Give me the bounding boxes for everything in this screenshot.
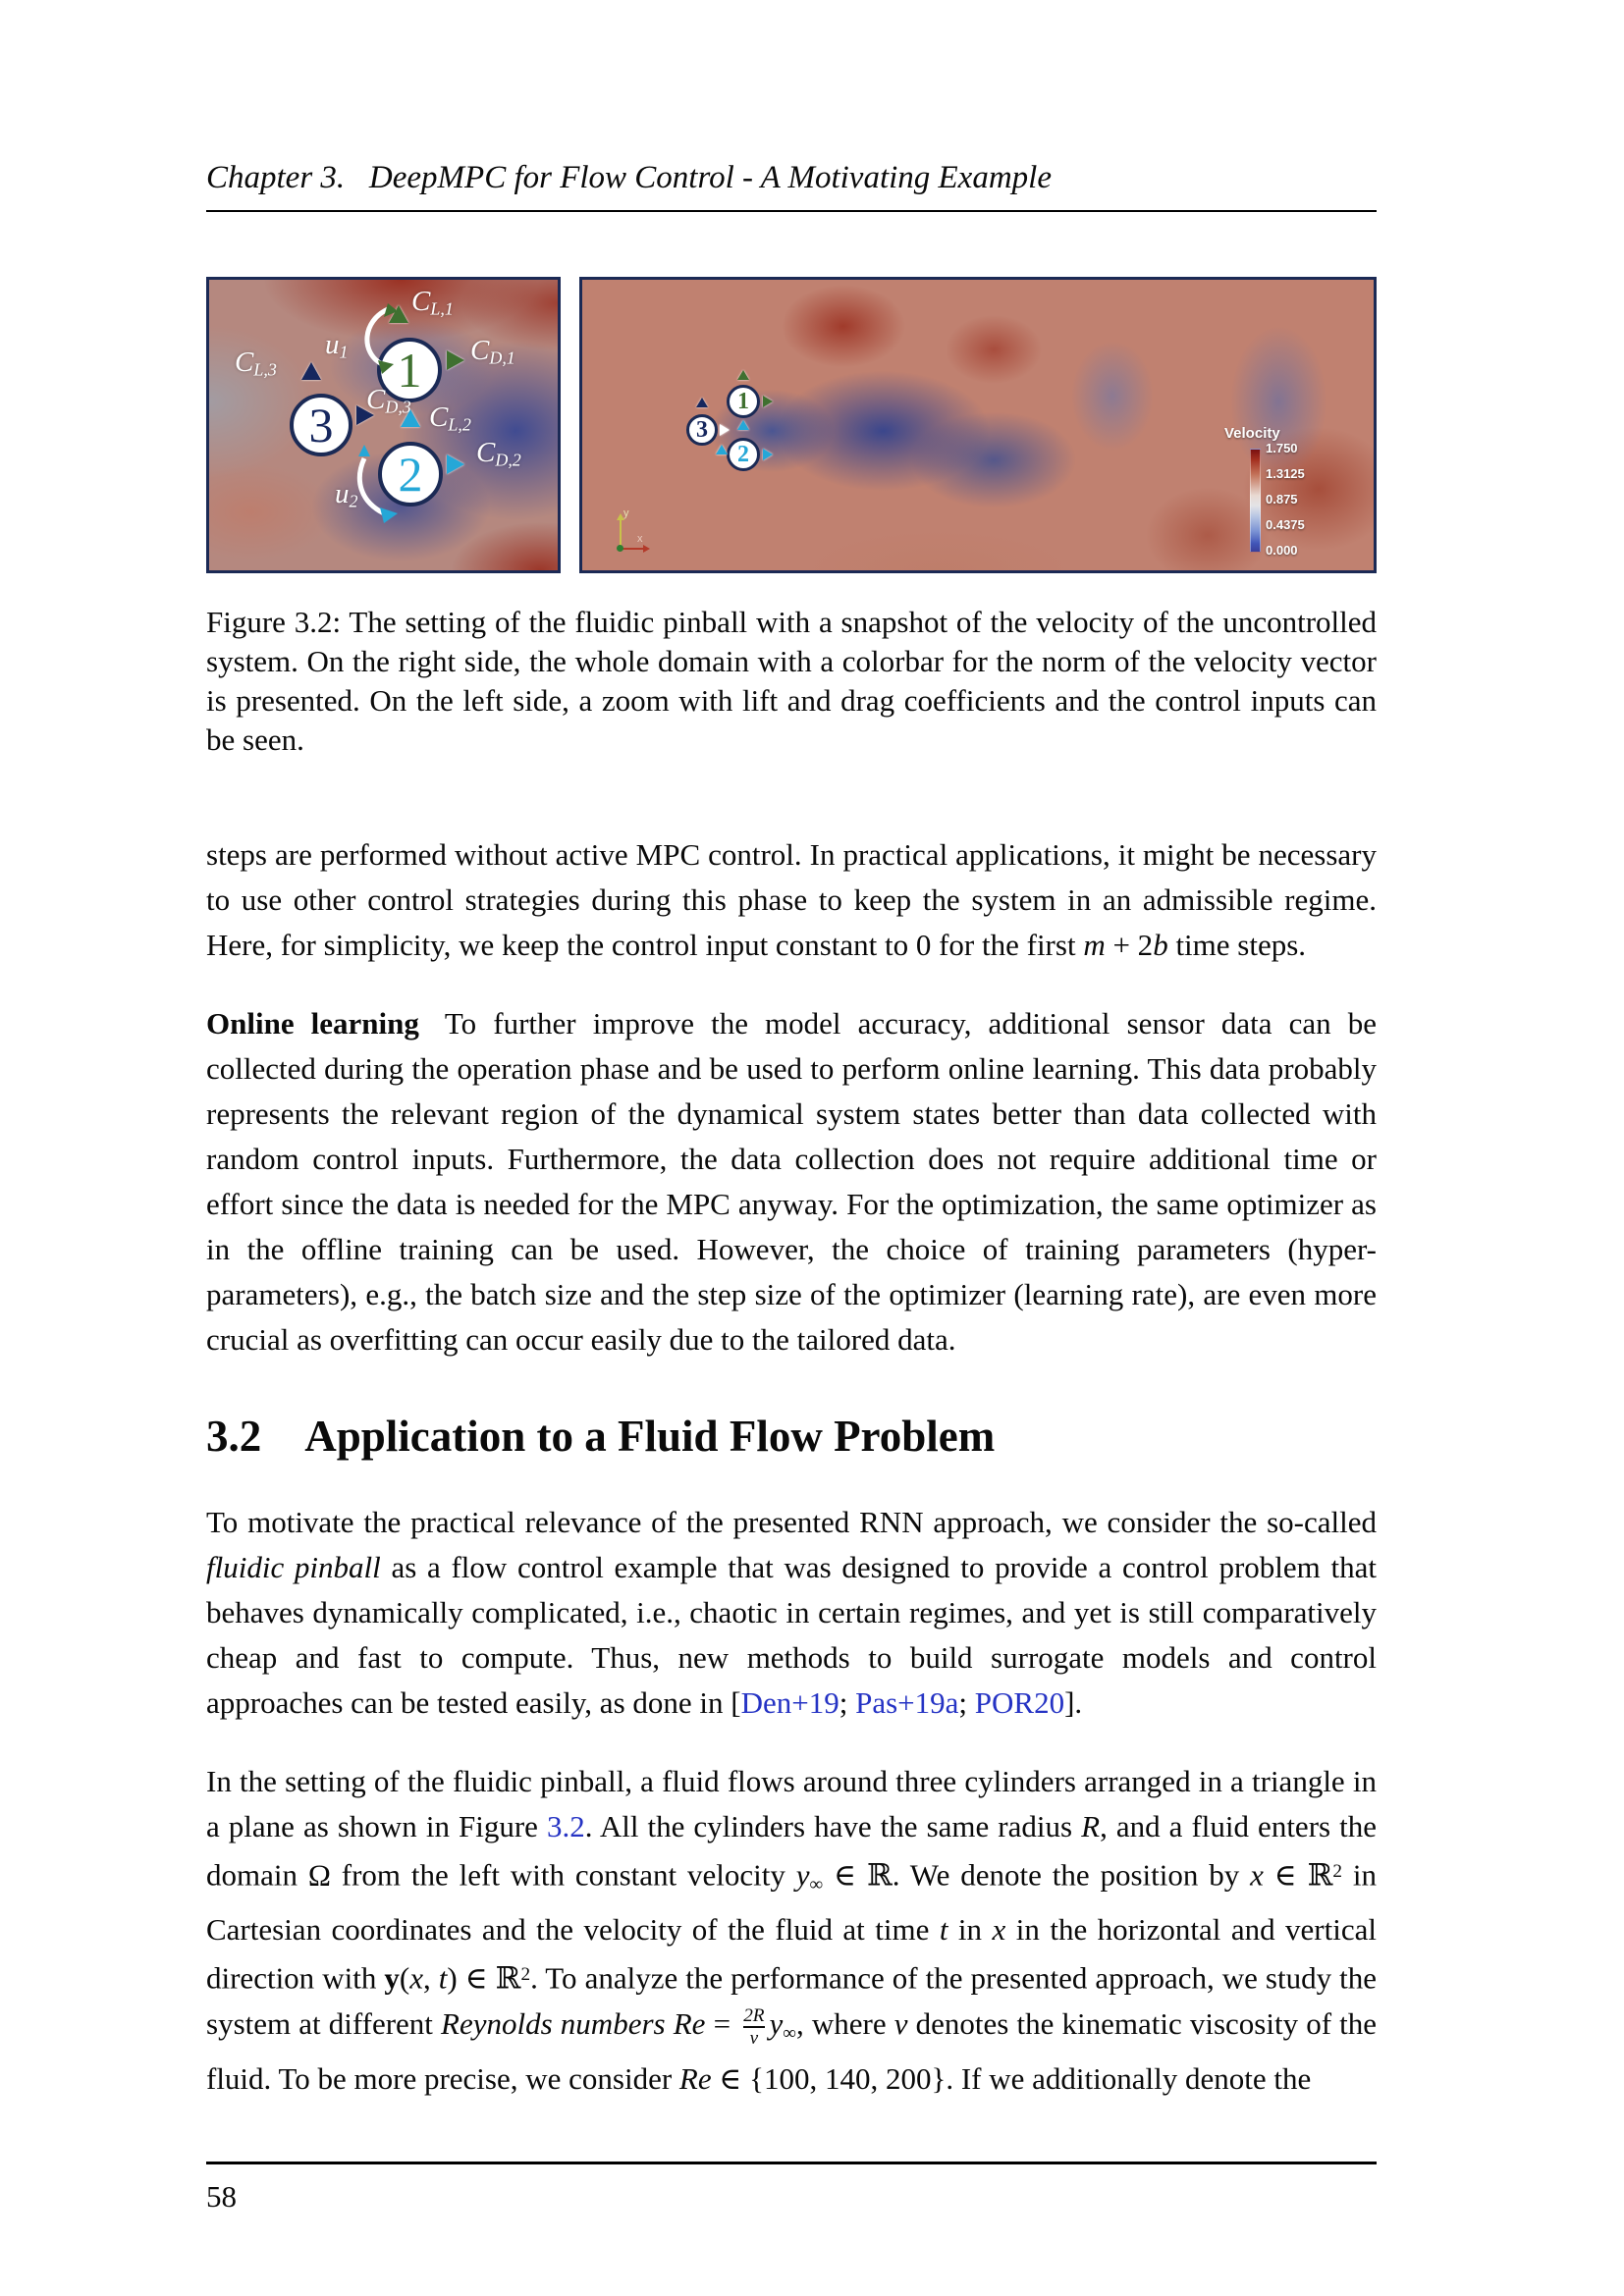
- content-column: [206, 160, 1377, 2102]
- text-run: ν: [893, 2005, 908, 2041]
- text-run: ∈ ℝ. We denote the position by: [823, 1857, 1251, 1893]
- text-run: To further improve the model accuracy, additional sensor data can be collected during the operation phase and be used to perform online learning. This data probably represents the relevant region of the dynamical system states better than data collected with random control inputs. Furthermore, the data collection does not require additional time or effort since the data is needed for the MPC anyway. For the optimization, the same optimizer as in the offline training can be used. However, the choice of training parameters (hyper-parameters), e.g., the batch size and the step size of the optimizer (learning rate), are even more crucial as overfitting can occur easily due to the tailored data.: [206, 1006, 1377, 1357]
- label-u1: [325, 331, 348, 360]
- text-run: in: [947, 1912, 993, 1948]
- text-run: C: [235, 347, 254, 378]
- text-run: ∞: [783, 2022, 796, 2044]
- text-run: D,1: [489, 347, 515, 368]
- text-run: R: [1081, 1808, 1101, 1843]
- colorbar-title: Velocity: [1224, 425, 1280, 442]
- section-number: 3.2: [206, 1412, 262, 1461]
- text-run: + 2: [1105, 928, 1154, 962]
- velocity-colorbar: [1218, 425, 1377, 568]
- text-run: y: [384, 1960, 400, 1996]
- text-run: , and a fluid enters the domain Ω from the left with constant velocity: [206, 1808, 1377, 1893]
- text-run: time steps.: [1167, 928, 1307, 962]
- cylinder-2-number: 2: [398, 447, 423, 502]
- text-run: u: [335, 478, 350, 509]
- drag-arrow-1-icon: [447, 350, 464, 370]
- axis-orientation-widget: [612, 507, 655, 559]
- text-run: Reynolds numbers: [441, 2005, 666, 2041]
- text-run: . All the cylinders have the same radius: [584, 1808, 1082, 1843]
- lift-arrow-3-small-icon: [696, 398, 708, 407]
- label-cl1: [411, 288, 454, 317]
- text-run: u: [325, 329, 340, 360]
- drag-arrow-3-small-icon: [720, 424, 730, 436]
- lift-arrow-3-icon: [301, 362, 321, 380]
- cylinder-1-small: [727, 385, 760, 418]
- text-run: ;: [958, 1684, 975, 1720]
- online-learning-run-in-heading: Online learning: [206, 1006, 419, 1041]
- drag-arrow-2-small-icon: [763, 449, 773, 460]
- text-run: =: [705, 2005, 739, 2041]
- control-u2-head-small-icon: [716, 445, 728, 454]
- paragraph-fluidic-pinball-setting: [206, 1759, 1377, 2102]
- label-cl3: [235, 348, 277, 378]
- text-run: steps are performed without active MPC control. In practical applications, it might be necessary to use other control strategies during this phase to keep the system in an admissible regime. Here, for simplicity, we keep the control input constant to 0 for the first: [206, 837, 1377, 962]
- text-run: In the setting of the fluidic pinball, a fluid flows around three cylinders arranged in a triangle in a plane as shown in Figure: [206, 1763, 1377, 1843]
- text-run: b: [1153, 928, 1168, 962]
- text-run: . To analyze the performance of the presented approach, we study the system at different: [206, 1960, 1377, 2041]
- section-title: Application to a Fluid Flow Problem: [304, 1412, 996, 1461]
- text-run: 2: [520, 1964, 531, 1986]
- x-axis-line: [621, 548, 644, 550]
- text-run: x: [992, 1912, 1006, 1948]
- colorbar-gradient: [1250, 449, 1261, 553]
- colorbar-tick-4: 0.4375: [1266, 517, 1305, 532]
- text-run: L,2: [448, 414, 471, 435]
- citation-den19[interactable]: Den+19: [740, 1684, 839, 1720]
- cylinder-3-small-number: 3: [696, 417, 708, 443]
- text-run: ;: [839, 1684, 856, 1720]
- text-run: ∈ ℝ: [1263, 1857, 1333, 1893]
- text-run: C: [470, 335, 490, 366]
- text-run: C: [429, 401, 449, 433]
- text-run: C: [411, 286, 431, 317]
- cylinder-3-number: 3: [308, 398, 334, 453]
- figure-caption: [206, 603, 1377, 760]
- paragraph-online-learning: [206, 1001, 1377, 1362]
- text-run: x: [409, 1960, 423, 1996]
- text-run: in Cartesian coordinates and the velocity of the fluid at time: [206, 1857, 1377, 1948]
- text-run: 2: [1332, 1860, 1342, 1882]
- figure-right-panel: [579, 277, 1377, 573]
- y-axis-label: y: [623, 507, 629, 519]
- text-run: ) ∈ ℝ: [447, 1960, 521, 1996]
- text-run: ,: [422, 1960, 439, 1996]
- text-run: Re: [678, 2060, 712, 2096]
- cylinder-1-number: 1: [397, 343, 422, 398]
- colorbar-tick-3: 0.875: [1266, 492, 1298, 507]
- footer-rule: [206, 2162, 1377, 2164]
- x-axis-label: x: [637, 533, 643, 545]
- label-cl2: [429, 403, 471, 433]
- text-run: To motivate the practical relevance of the presented RNN approach, we consider the so-called: [206, 1504, 1377, 1539]
- cylinder-1-small-number: 1: [737, 389, 749, 414]
- control-arrow-u2-icon: [349, 445, 400, 523]
- text-run: ∈ {100, 140, 200}. If we additionally denote the: [711, 2060, 1312, 2096]
- text-run: 2: [349, 491, 358, 511]
- control-arrow-u1-icon: [352, 301, 396, 374]
- text-run: L,3: [253, 359, 277, 380]
- text-run: fluidic pinball: [206, 1549, 381, 1584]
- text-run: Figure 3.2: The setting of the fluidic pinball with a snapshot of the velocity of the uncontrolled system. On the right side, the whole domain with a colorbar for the norm of the velocity vector is presented. On the left side, a zoom with lift and drag coefficients and the control inputs can be seen.: [206, 605, 1377, 757]
- text-run: 1: [339, 342, 349, 362]
- page-number: 58: [206, 2179, 237, 2214]
- text-run: t: [438, 1960, 448, 1996]
- origin-dot-icon: [617, 545, 623, 552]
- cylinder-3: [290, 394, 352, 456]
- text-run: m: [1083, 928, 1106, 962]
- text-run: D,2: [495, 450, 521, 470]
- text-run: in the horizontal and vertical direction with: [206, 1912, 1377, 1996]
- text-run: [666, 2006, 674, 2041]
- text-run: L,1: [430, 298, 454, 319]
- colorbar-tick-2: 1.3125: [1266, 466, 1305, 481]
- label-cd1: [470, 337, 515, 366]
- text-run: t: [939, 1912, 948, 1948]
- figure-3-2: [206, 277, 1377, 573]
- citation-por20[interactable]: POR20: [974, 1684, 1065, 1720]
- text-run: C: [366, 384, 386, 415]
- figure-left-panel: [206, 277, 561, 573]
- text-run: y: [795, 1857, 810, 1893]
- citation-pas19a[interactable]: Pas+19a: [855, 1684, 959, 1720]
- paragraph-mpc-steps: [206, 832, 1377, 968]
- text-run: x: [1250, 1857, 1264, 1893]
- text-run: y: [769, 2005, 784, 2041]
- text-run: C: [476, 437, 496, 468]
- section-heading: [206, 1412, 1377, 1463]
- text-run: as a flow control example that was designed to provide a control problem that behaves dynamically complicated, i.e., chaotic in certain regimes, and yet is still comparatively cheap and fast to compute. Thus, new methods to build surrogate models and control approaches can be tested easily, as done in [: [206, 1549, 1377, 1720]
- text-run: , where: [796, 2005, 894, 2041]
- colorbar-tick-max: 1.750: [1266, 441, 1298, 455]
- colorbar-tick-min: 0.000: [1266, 543, 1298, 558]
- x-axis-arrow-icon: [643, 545, 650, 553]
- cylinder-2-small: [727, 438, 760, 471]
- figure-3-2-reference[interactable]: 3.2: [547, 1808, 585, 1843]
- text-run: D,3: [385, 397, 411, 417]
- text-run: ∞: [809, 1874, 824, 1896]
- cylinder-2-small-number: 2: [737, 442, 749, 467]
- cylinder-3-small: [686, 414, 718, 446]
- label-cd3: [366, 386, 411, 415]
- running-header: Chapter 3. DeepMPC for Flow Control - A Motivating Example: [206, 160, 1377, 212]
- label-cd2: [476, 439, 521, 468]
- label-u2: [335, 480, 357, 509]
- lift-arrow-1-small-icon: [737, 370, 749, 380]
- paragraph-motivation: [206, 1500, 1377, 1726]
- text-run: ].: [1064, 1684, 1083, 1720]
- drag-arrow-1-small-icon: [763, 396, 773, 407]
- text-run: denotes the kinematic viscosity of the fluid. To be more precise, we consider: [206, 2005, 1378, 2096]
- drag-arrow-2-icon: [447, 454, 464, 474]
- inline-fraction: $\frac{2R}{\nu}$: [743, 2004, 765, 2050]
- text-run: (: [399, 1960, 410, 1996]
- text-run: Re: [673, 2005, 706, 2041]
- lift-arrow-2-small-icon: [737, 420, 749, 430]
